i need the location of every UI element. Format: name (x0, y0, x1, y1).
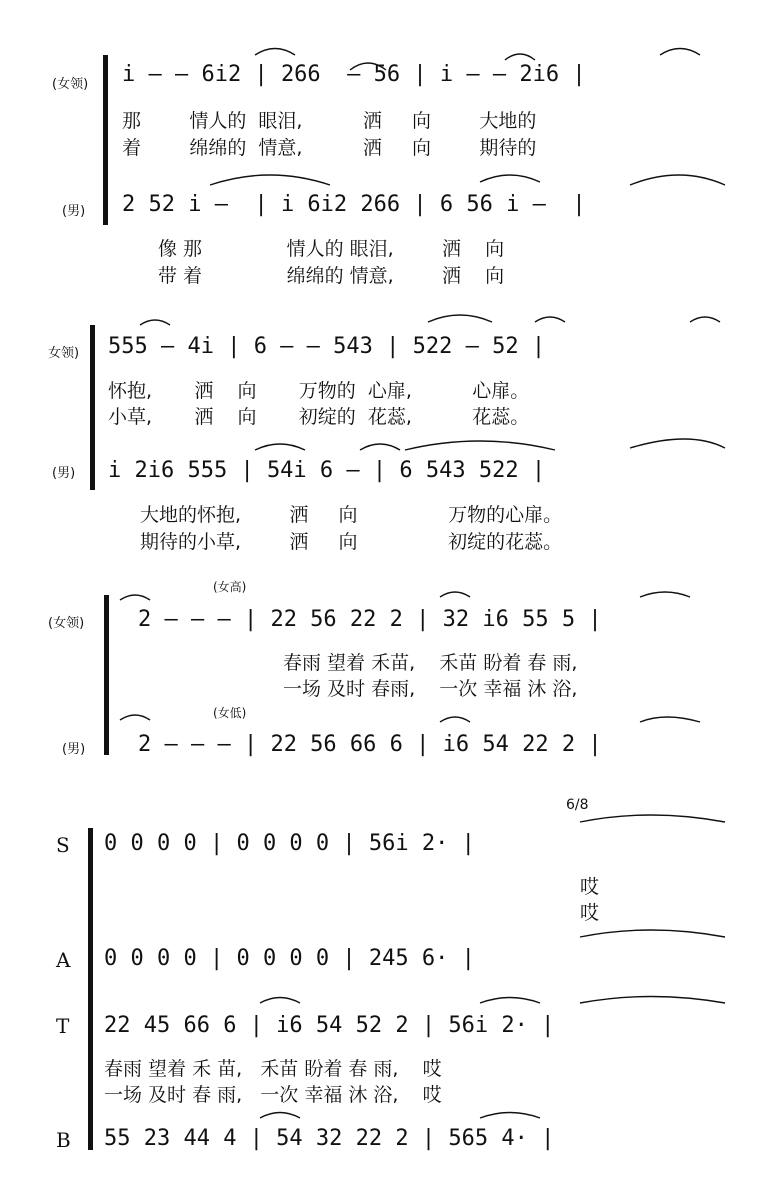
slur (255, 444, 305, 450)
slur (260, 1113, 300, 1119)
lyric-male-s2-v2: 期待的小草, 洒 向 初绽的花蕊。 (140, 531, 563, 553)
part-label-soprano: S (56, 833, 70, 857)
time-signature: 6/8 (566, 797, 589, 813)
slur (120, 715, 150, 720)
lyric-soprano-v2: 哎 (580, 902, 600, 924)
slur (630, 175, 725, 185)
lyric-soprano-v1: 哎 (580, 876, 600, 898)
notes-female-s3: 2 – – – | 22 56 22 2 | 32 i6 55 5 | (138, 607, 602, 632)
lyric-female-s2-v1: 怀抱, 洒 向 万物的 心扉, 心扉。 (108, 380, 530, 402)
lyric-tenor-v2: 一场 及时 春 雨, 一次 幸福 沐 浴, 哎 (104, 1084, 442, 1106)
slur (210, 175, 330, 185)
notes-female-s2: 555 – 4i | 6 – – 543 | 522 – 52 | (108, 334, 546, 359)
slur (640, 592, 690, 597)
notes-alto: 0 0 0 0 | 0 0 0 0 | 245 6· | (104, 946, 475, 971)
notes-bass: 55 23 44 4 | 54 32 22 2 | 565 4· | (104, 1126, 555, 1151)
slur (505, 54, 535, 60)
slur (480, 1113, 540, 1119)
slur (480, 175, 540, 182)
slur (120, 595, 150, 600)
slur (580, 997, 725, 1004)
notes-soprano: 0 0 0 0 | 0 0 0 0 | 56i 2· | (104, 831, 475, 856)
slur (350, 63, 386, 70)
notes-male-s2: i 2i6 555 | 54i 6 – | 6 543 522 | (108, 458, 546, 483)
label-female-high: (女高) (213, 580, 247, 594)
slur (360, 444, 400, 450)
part-label-female-lead: 女领) (48, 346, 80, 361)
lyric-female-s3-v1: 春雨 望着 禾苗, 禾苗 盼着 春 雨, (283, 652, 578, 674)
lyric-female-s1-v1: 那 情人的 眼泪, 洒 向 大地的 (122, 110, 537, 132)
notes-tenor: 22 45 66 6 | i6 54 52 2 | 56i 2· | (104, 1013, 555, 1038)
lyric-female-s2-v2: 小草, 洒 向 初绽的 花蕊, 花蕊。 (108, 406, 530, 428)
lyric-tenor-v1: 春雨 望着 禾 苗, 禾苗 盼着 春 雨, 哎 (104, 1058, 442, 1080)
slur (140, 320, 170, 325)
slur (535, 317, 565, 322)
part-label-female-lead: (女领) (48, 616, 85, 631)
part-label-male: (男) (62, 204, 86, 219)
slur (690, 317, 720, 322)
label-female-low: (女低) (213, 706, 247, 720)
slur (640, 717, 700, 722)
slur (630, 439, 725, 448)
part-label-male: (男) (62, 742, 86, 757)
slur (405, 441, 555, 450)
slur (260, 998, 300, 1004)
slur (480, 998, 540, 1004)
slur (580, 930, 725, 937)
part-label-female-lead: (女领) (52, 77, 89, 92)
lyric-male-s1-v1: 像 那 情人的 眼泪, 洒 向 (158, 238, 505, 260)
notes-male-s3: 2 – – – | 22 56 66 6 | i6 54 22 2 | (138, 732, 602, 757)
slur (440, 717, 470, 722)
lyric-male-s1-v2: 带 着 绵绵的 情意, 洒 向 (158, 265, 505, 287)
lyric-female-s3-v2: 一场 及时 春雨, 一次 幸福 沐 浴, (283, 678, 578, 700)
part-label-male: (男) (52, 466, 76, 481)
notes-male-s1: 2 52 i – | i 6i2 266 | 6 56 i – | (122, 192, 586, 217)
notes-female-s1: i – – 6i2 | 266 – 56 | i – – 2i6 | (122, 62, 586, 87)
slur (580, 815, 725, 822)
slur (660, 49, 700, 56)
lyric-male-s2-v1: 大地的怀抱, 洒 向 万物的心扉。 (140, 504, 563, 526)
slur (428, 315, 492, 322)
part-label-bass: B (56, 1128, 71, 1152)
part-label-alto: A (56, 948, 71, 972)
slur (440, 592, 470, 597)
lyric-female-s1-v2: 着 绵绵的 情意, 洒 向 期待的 (122, 137, 537, 159)
slur (255, 49, 295, 56)
part-label-tenor: T (56, 1014, 70, 1038)
